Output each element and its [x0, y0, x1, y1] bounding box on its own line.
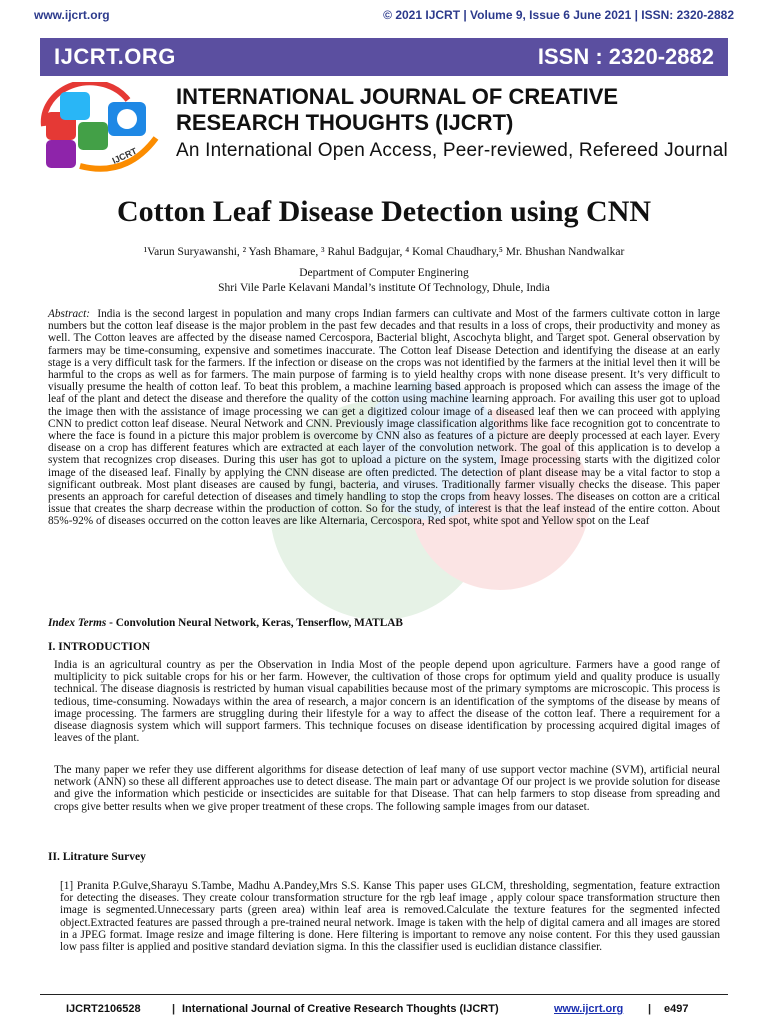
- introduction-paragraph-1: India is an agricultural country as per the Observation in India Most of the people depend upon agriculture. Farmers have a good range of multiplicity to pick suitable crops for his or her farm. However, the cultivation of those crops for optimum yield and quality produce is usually technical. The disease diagnosis is restricted by human visual capabilities because most of the primary symptoms are microscopic. This process is tedious, time-consuming. Nowadays within the area of research, a major concern is an identification of the symptoms of the disease by means of image processing. The farmers are struggling during their lifestyle for a way to affect the disease of the cotton leaf. There a requirement for a disease diagnosis system which will support farmers. This technique focuses on disease identification by processing acquired digital images of leaves of the plant.: [54, 659, 720, 745]
- literature-survey-heading: II. Litrature Survey: [48, 851, 146, 863]
- svg-text:IJCRT: IJCRT: [110, 145, 139, 166]
- index-terms-label: Index Terms: [48, 617, 107, 629]
- footer-separator-2: |: [648, 1003, 652, 1015]
- footer-paper-id: IJCRT2106528: [66, 1003, 141, 1015]
- affiliation: [0, 266, 768, 296]
- journal-masthead: [176, 84, 736, 162]
- footer-page-number: e497: [664, 1003, 689, 1015]
- page-header: [0, 0, 768, 32]
- header-issue-info: © 2021 IJCRT | Volume 9, Issue 6 June 2021 | ISSN: 2320-2882: [383, 8, 734, 22]
- paper-title: Cotton Leaf Disease Detection using CNN: [116, 195, 652, 228]
- index-terms-text: - Convolution Neural Network, Keras, Tenserflow, MATLAB: [106, 617, 403, 629]
- abstract-text: India is the second largest in population and many crops Indian farmers can cultivate and Most of the farmers cultivate cotton in large numbers but the cotton leaf disease is the major problem in the past few decades and that results in a loss of crops, their productivity and money as well. The Cotton leaves are affected by the disease named Cercospora, Bacterial blight, Ascochyta blight, and Target spot. General observation by farmers may be time-consuming, expensive and sometimes inaccurate. The Cotton leaf Disease Detection and identifying the disease at an early stage is a very difficult task for the farmers. If the infection or disease on the crops was not identified by the farmers at the initial level then it will be harmful to the crops as well as for farmers. The main purpose of farming is to yield healthy crops with none disease present. It’s very difficult to visually presume the health of cotton leaf. To beat this problem, a machine learning based approach is proposed which can assess the image of the leaf of the plant and detect the disease and therefore the quality of the cotton using machine learning approach. For availing this user got to upload the image then with the assistance of image processing we can get a digitized colour image of a diseased leaf then we can proceed with applying CNN to predict cotton leaf disease. Neural Network and CNN. Previously image classification algorithms like face recognition got to concentrate to where the face is found in a picture this major problem is overcome by CNN also as features of a picture are deeply processed at each layer. Every disease on a crop has different features which are extracted at each layer of the convolution network. The goal of this application is to develop a system that recognizes crop diseases. During this user has got to upload a picture on the system, Image processing starts with the digitized color image of the diseased leaf. Finally by applying the CNN disease are often predicted. The detection of plant disease may be a vital factor to stop a significant outbreak. Most plant diseases are caused by fungi, bacteria, and viruses. Traditionally farmer visually checks the disease. This paper presents an approach for careful detection of diseases and timely handling to stop the crops from heavy losses. The diseases on cotton are a critical issue that creates the sharp decrease within the production of cotton. So for the study, of interest is that the leaf instead of the entire cotton. About 85%-92% of diseases occurred on the cotton leaves are like Alternaria, Cercospora, Red spot, white spot and Yellow spot on the Leaf: [48, 308, 720, 528]
- footer-url-link[interactable]: www.ijcrt.org: [554, 1003, 624, 1015]
- introduction-heading: I. INTRODUCTION: [48, 641, 151, 653]
- journal-tagline: An International Open Access, Peer-reviewed, Refereed Journal: [176, 140, 728, 161]
- institute: Shri Vile Parle Kelavani Mandal’s institute Of Technology, Dhule, India: [218, 282, 550, 294]
- journal-logo: [36, 82, 166, 178]
- index-terms: [48, 617, 720, 629]
- footer-separator: |: [172, 1003, 176, 1015]
- journal-name-line2: RESEARCH THOUGHTS (IJCRT): [176, 110, 514, 135]
- page-footer: [40, 994, 728, 1023]
- band-site-name: IJCRT.ORG: [54, 44, 176, 69]
- abstract: [48, 308, 720, 528]
- journal-name-line1: INTERNATIONAL JOURNAL OF CREATIVE: [176, 84, 619, 109]
- department: Department of Computer Enginering: [299, 267, 469, 279]
- introduction-paragraph-2: The many paper we refer they use different algorithms for disease detection of leaf many of use support vector machine (SVM), artificial neural network (ANN) so these all different approaches use to detect disease. The main part or advantage Of our project is we provide solution for disease and give the information which pesticide or insecticides are suitable for that Disease. That can help farmers to stop disease from spreading and crops give better results when we give proper treatment of these crops. The following sample images from our dataset.: [54, 764, 720, 813]
- literature-survey-paragraph-1: [1] Pranita P.Gulve,Sharayu S.Tambe, Madhu A.Pandey,Mrs S.S. Kanse This paper uses GLCM, thresholding, segmentation, feature extraction for detecting the diseases. They create colour transformation structure for the rgb leaf image , apply colour space transformation structure then image is segmented.Unnecessary parts (green area) within leaf area is removed.Calculate the texture features for the segmented infected object.Extracted features are passed through a pre-trained neural network. Image is taken with the help of digital camera and all images are stored in a JPEG format. Image resize and image filtering is done. Here filtering is important to remove any noise content. For this they used gaussian low pass filter is applied and positive standard deviation sigma. In this the classifier used is euclidian distance classifier.: [60, 880, 720, 954]
- footer-journal-name: International Journal of Creative Research Thoughts (IJCRT): [182, 1003, 499, 1015]
- paper-authors: ¹Varun Suryawanshi, ² Yash Bhamare, ³ Rahul Badgujar, ⁴ Komal Chaudhary,⁵ Mr. Bhushan Nandwalkar: [143, 246, 625, 258]
- journal-band: [40, 38, 728, 76]
- abstract-label: Abstract:: [48, 308, 91, 320]
- band-issn: ISSN : 2320-2882: [537, 44, 714, 69]
- header-url[interactable]: www.ijcrt.org: [34, 8, 110, 22]
